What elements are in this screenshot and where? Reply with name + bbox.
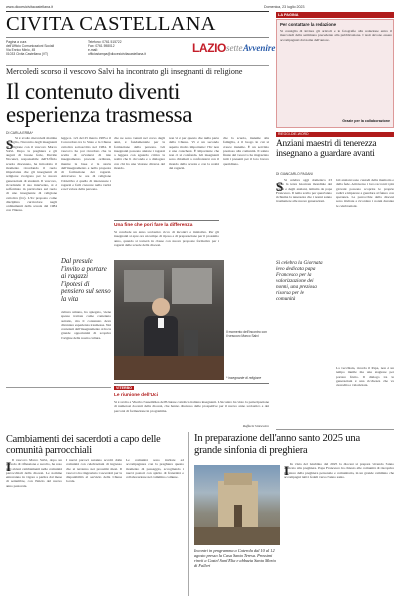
right-headline: Anziani maestri di tenerezza insegnano a guardare avanti — [276, 139, 377, 159]
right-col-header-bar: LA PAGINA — [276, 12, 394, 18]
viterbo-sign: Raffaele Siniscalco — [242, 424, 269, 428]
drop-cap-4: S — [276, 179, 284, 194]
drop-cap-3: I — [284, 463, 290, 478]
right-byline: DI GIANCARLO PAGANI — [276, 172, 313, 176]
contact-box-title: Per contattare la redazione — [280, 22, 337, 27]
main-text-col2: legge n. 121 del 25 marzo 1985 e il Concordato tra lo Stato e la Chiesa cattolica sottoscritto nel 1984. Il vescovo ha poi ricordato che la scelta di avvalersi di tale insegnamento procede ordinata, mentre la base è la storia dell'insegnamento e nella proposta di formazione dei ragazzi. Attraverso le ore di religione l'obiettivo è quello di interessare i ragazzi e farli crescere nella verità e nel valore della persona. — [61, 136, 111, 191]
church-photo — [194, 465, 280, 545]
sidebar-text: Si conclude un anno scolastico ricco di incontri e iniziative. Per gli insegnanti si apre ora un tempo di riposo e di preparazione per il prossimo anno, quando si tornerà in classe con nuove proposte formative per i ragazzi delle scuole della diocesi. — [114, 230, 219, 247]
main-text-col4: non vi è per questo che nulla parte della Chiesa. Vi è un secondo aspetto molto importante: l'Irc non è una catechesi. È importante che non ci si confonda. Gli insegnanti sono chiamati a confrontarsi con il mondo della scuola e con la realtà dei ragazzi. — [169, 136, 219, 170]
bottom-left-headline: Cambiamenti dei sacerdoti a capo delle comunità parrocchiali — [6, 434, 161, 456]
bottom-left-col1: Il vescovo Marco Salvi, dopo un periodo di riflessione e ascolto, ha reso noti alcuni cambiamenti nelle comunità parrocchiali della diocesi. Le nomine entreranno in vigore a partire dal mese di settembre, con l'inizio del nuovo anno pastorale. — [6, 458, 62, 488]
issue-date: Domenica, 23 luglio 2023 — [264, 5, 305, 9]
main-kicker: Mercoledì scorso il vescovo Salvi ha incontrato gli insegnanti di religione — [6, 67, 243, 76]
bottom-left-col3: Le comunità sono invitate ad accompagnare con la preghiera questo momento di passaggio, accogliendo i nuovi pastori con spirito di fraternità e collaborazione nel cammino comune. — [126, 458, 184, 479]
drop-cap: S — [6, 137, 14, 152]
main-text-col1: Si è svolto mercoledì mattina 19 luglio, l'incontro degli insegnanti di religione con il vescovo Marco Salvi. Dopo la preghiera e gli auguri di buone ferie, Davide Nocenzi, responsabile dell'Ufficio scuola diocesano, ha introdotto il momento ricordando il ruolo importante che gli insegnanti di religione svolgono per le nuove generazioni di studenti. Il vescovo, ricordando il suo intervento, si è soffermato in particolare sul ruolo di uno insegnante di religione cattolica (Irc). L'Irc proposto come disciplina curricolare negli ordinamenti della scuola dal 1984 con l'Intesa. — [6, 136, 57, 213]
contact-box — [276, 19, 394, 128]
main-text-col3: che ne sono venuti nel corso degli anni, è fondamentale per la formazione della persona. Gli insegnanti possono aiutare i ragazzi a leggere con sguardo critico la realtà che li circonda e a dialogare con chi ha una visione diversa del mondo. — [114, 136, 165, 170]
church-caption: Incontri in programma a Caterola dal 10 al 12 agosto presso la Casa Santa Teresa. Prossimi rinvii a Castel Sant'Elia e abbazia Santa Maria di Falleri — [194, 548, 276, 568]
right-text-col2b: La vecchiaia, ricorda il Papa, non è un tempo inutile ma una stagione per portare frutto. Il dialogo tra le generazioni è una ricchezza che va custodita e valorizzata. — [336, 366, 394, 387]
bottom-left-col2: I nuovi parroci saranno accolti dalle comunità con celebrazioni di ingresso che si terranno nei prossimi mesi. Il vescovo ha ringraziato i sacerdoti per la disponibilità al servizio della Chiesa locale. — [66, 458, 122, 484]
website-url[interactable]: www.diocesicivitacastellana.it — [6, 5, 53, 9]
bottom-right-headline: In preparazione dell'anno santo 2025 una grande sinfonia di preghiera — [194, 433, 360, 456]
section-title: CIVITA CASTELLANA — [6, 13, 216, 35]
contact-box-sign: Grazie per la collaborazione — [342, 119, 390, 123]
right-text-col1: Si celebra oggi domenica 23 luglio la terza Giornata mondiale dei nonni e degli anziani, istituita da papa Francesco. Il tema scelto per quest'anno richiama la tenerezza che i nonni sanno trasmettere alle nuove generazioni. — [276, 178, 332, 204]
right-section-bar: RIEGGI-DIE-WORD — [276, 132, 394, 137]
meeting-photo — [114, 260, 224, 380]
viterbo-text: Si è svolta a Viterbo l'assemblea dell'Unione cattolica italiana insegnanti. L'incontro ha visto la partecipazione di numerosi docenti della diocesi, che hanno discusso delle prospettive per il nuovo anno scolastico e dei percorsi di formazione in programma. — [114, 400, 269, 413]
contact-box-text: Si consiglia di inviare gli articoli e le fotografie alla redazione entro il mercoledì della settimana precedente alla pubblicazione. I testi devono essere accompagnati dal nome dell'autore. — [280, 29, 392, 42]
sidebar-title: Una fine che pori fare la differenza — [114, 223, 193, 228]
right-text-col2: Gli anziani sono custodi della memoria e della fede. Attraverso i loro racconti i più giovani possono scoprire le proprie radici e imparare a guardare al futuro con speranza. Le parrocchie della diocesi sono invitate a ricordare i nonni durante le celebrazioni. — [336, 178, 394, 208]
main-pull-quote: Dal presule l'invito a portare ai ragazzi l'ipotesi di pensiero sul senso la vita — [61, 258, 111, 303]
viterbo-title: Le riunione dell'Uci — [114, 393, 159, 398]
redaction-info: Pagina a cura dell'Ufficio Comunicazioni Sociali Via Enrico Minio, 45 01033 Civita Castellana (VT) — [6, 40, 55, 56]
drop-cap-2: I — [6, 459, 12, 474]
main-headline: Il contenuto diventi esperienza trasmessa — [6, 79, 193, 127]
viterbo-box — [114, 383, 269, 429]
photo-caption: Il momento dell'incontro con il vescovo Marco Salvi — [226, 330, 267, 339]
main-text-col2b: cultura umana, ha spiegato, viene spesso trattata come contenuto astratto, ma il contenuto deve diventare esperienza trasmessa. Nei contenuti dell'insegnamento si ha la grande opportunità di scoprire l'origine della nostra cultura. — [61, 310, 111, 340]
main-sign: * insegnante di religione — [226, 376, 262, 380]
sidebar-box — [114, 220, 219, 258]
right-pull-quote: Si celebra la Giornata levo dedicata papa Francesco per la valorizzazione dei nonni, una preziosa risorsa per le comunità — [276, 260, 324, 322]
contact-info: Telefono: 0761 515722 Fax: 0761 598012 e-mail: ufficiostampa@diocesicivitacastellana.it — [88, 40, 146, 56]
bottom-right-text: In vista del Giubileo del 2025 la diocesi si prepara vivendo l'anno dedicato alla preghiera. Papa Francesco ha chiesto alle comunità di riscoprire il valore della preghiera personale e comunitaria, in un grande cammino che accompagni tutti i fedeli verso l'anno santo. — [284, 462, 394, 479]
viterbo-label: VITERBO — [116, 386, 132, 390]
main-byline: DI CARLA ERBA* — [6, 131, 33, 135]
lazio-sette-avvenire-logo: LAZIO sette Avvenire — [192, 41, 276, 55]
main-text-col5: che la scuola, insieme alla famiglia, è il luogo in cui si cresce insieme. È un servizio prezioso alla comunità. Il saluto finale del vescovo ha ringraziato tutti i presenti per il loro lavoro quotidiano. — [223, 136, 269, 166]
